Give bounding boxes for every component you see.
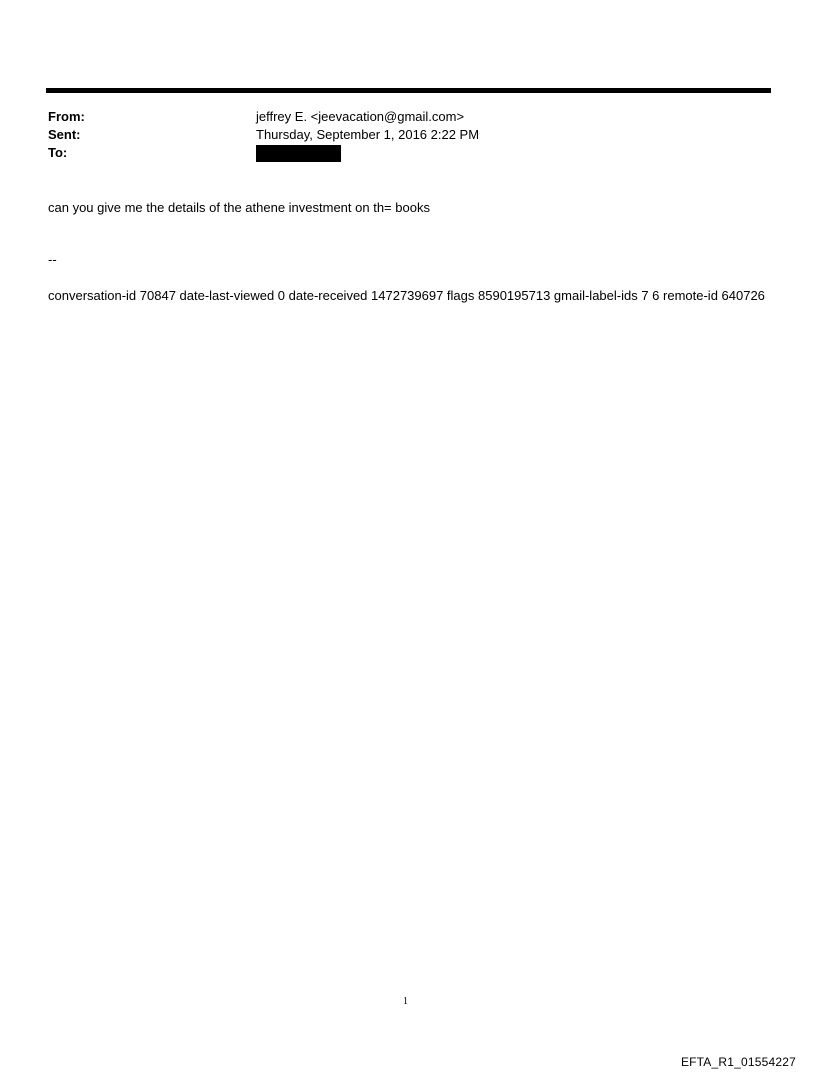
sent-label: Sent: <box>48 127 81 142</box>
from-label: From: <box>48 109 85 124</box>
to-label: To: <box>48 145 68 160</box>
sent-value: Thursday, September 1, 2016 2:22 PM <box>256 127 480 142</box>
redaction-box <box>256 145 341 162</box>
header-divider <box>46 88 771 93</box>
document-id: EFTA_R1_01554227 <box>680 1055 796 1069</box>
from-value: jeffrey E. <jeevacation@gmail.com> <box>256 109 465 124</box>
signature-separator: -- <box>48 252 57 267</box>
message-body: can you give me the details of the athene investment on th= books <box>48 200 430 215</box>
page-number: 1 <box>403 996 408 1007</box>
conversation-metadata: conversation-id 70847 date-last-viewed 0 date-received 1472739697 flags 8590195713 gmail-label-ids 7 6 remote-id 640726 <box>48 288 765 303</box>
